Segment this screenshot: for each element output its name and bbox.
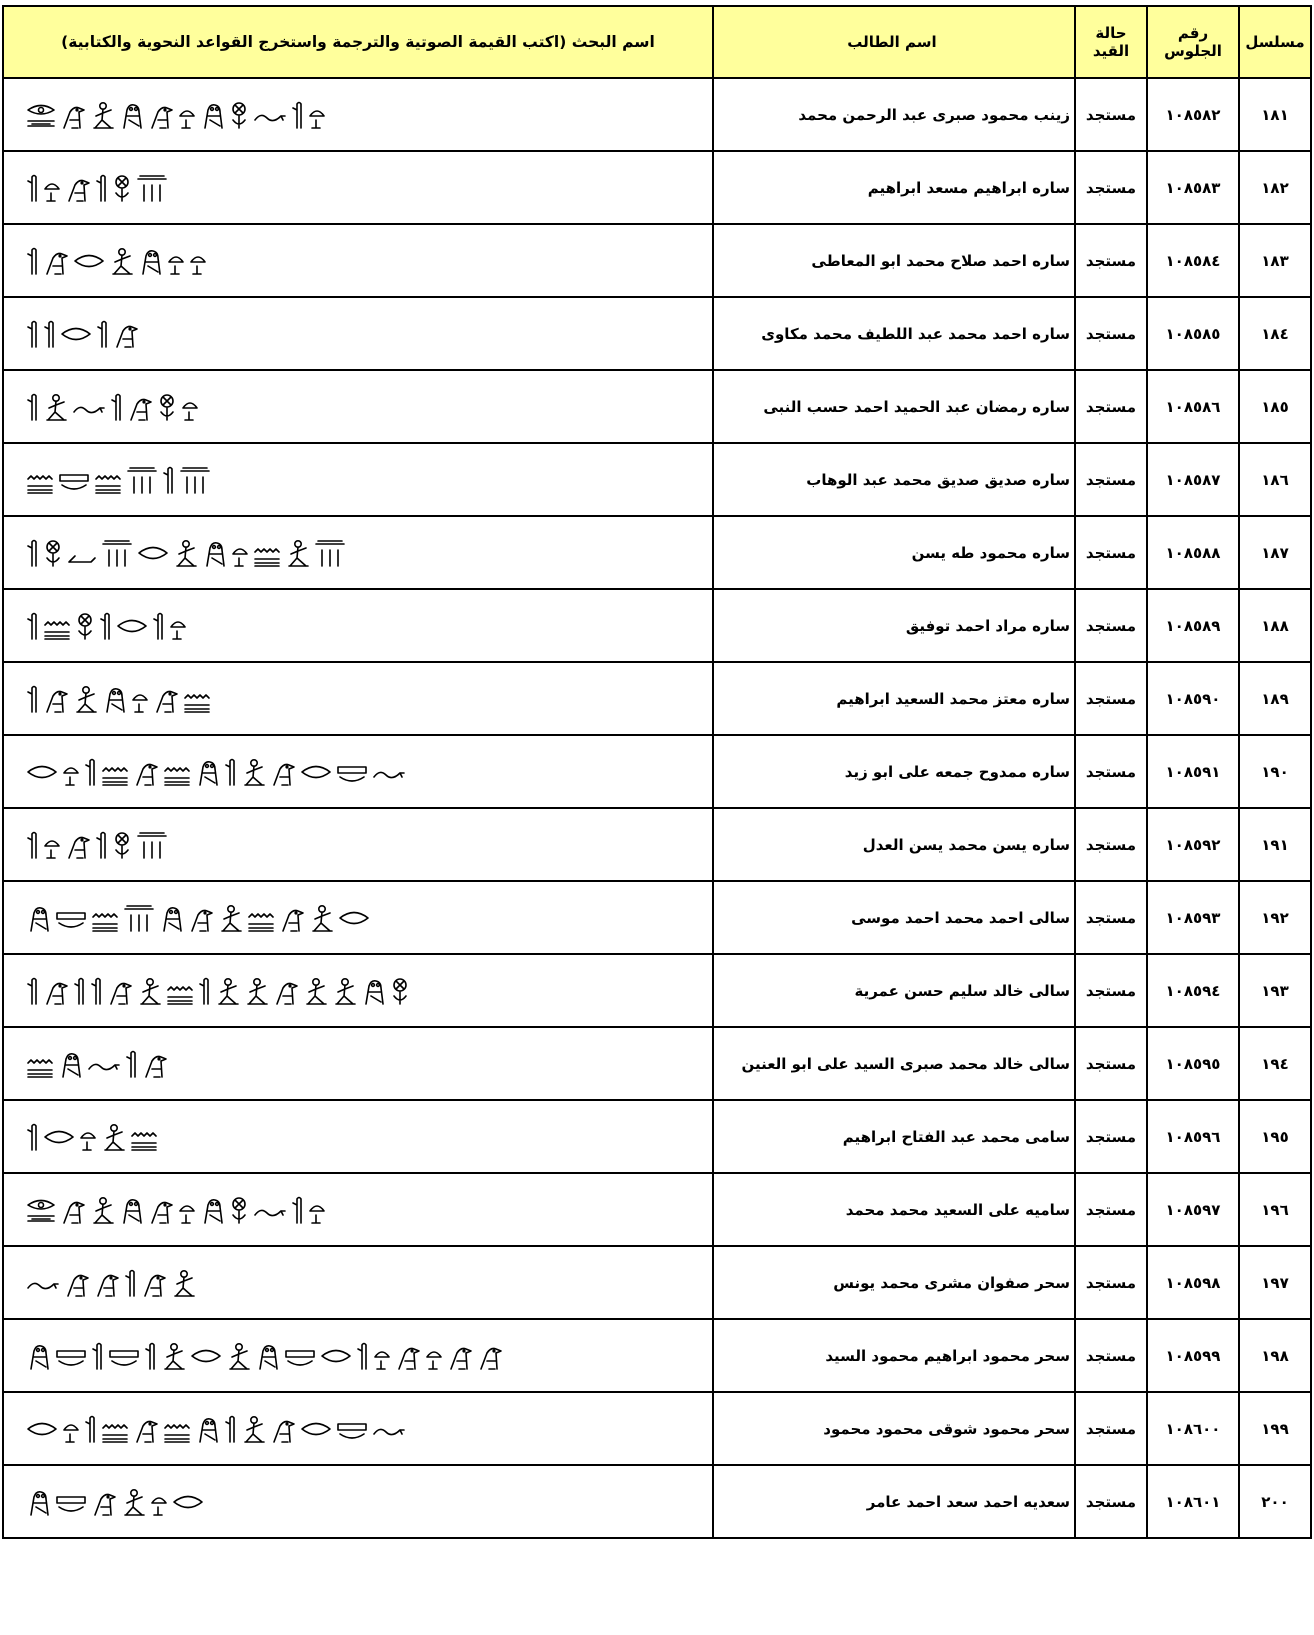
cell-seat-number: ١٠٨٥٩٧ — [1147, 1173, 1239, 1246]
header-seat-number: رقم الجلوس — [1147, 6, 1239, 78]
cell-status: مستجد — [1075, 1173, 1147, 1246]
cell-seat-number: ١٠٨٥٩٢ — [1147, 808, 1239, 881]
cell-seat-number: ١٠٨٥٨٥ — [1147, 297, 1239, 370]
hieroglyph-inscription-image — [26, 1120, 162, 1154]
cell-serial: ١٩٣ — [1239, 954, 1311, 1027]
cell-serial: ١٨٦ — [1239, 443, 1311, 516]
hieroglyph-inscription-image — [26, 1193, 330, 1227]
cell-seat-number: ١٠٨٥٨٨ — [1147, 516, 1239, 589]
cell-serial: ٢٠٠ — [1239, 1465, 1311, 1538]
cell-hieroglyph-inscription — [3, 954, 713, 1027]
hieroglyph-inscription-image — [26, 682, 215, 716]
cell-status: مستجد — [1075, 78, 1147, 151]
cell-hieroglyph-inscription — [3, 443, 713, 516]
cell-status: مستجد — [1075, 808, 1147, 881]
cell-student-name: ساره يسن محمد يسن العدل — [713, 808, 1075, 881]
cell-status: مستجد — [1075, 224, 1147, 297]
cell-student-name: سالى خالد محمد صبرى السيد على ابو العنين — [713, 1027, 1075, 1100]
cell-student-name: سحر صفوان مشرى محمد يونس — [713, 1246, 1075, 1319]
cell-status: مستجد — [1075, 1027, 1147, 1100]
header-student-name: اسم الطالب — [713, 6, 1075, 78]
cell-seat-number: ١٠٨٥٩٨ — [1147, 1246, 1239, 1319]
cell-seat-number: ١٠٨٥٨٦ — [1147, 370, 1239, 443]
cell-student-name: ساره ابراهيم مسعد ابراهيم — [713, 151, 1075, 224]
table-row — [3, 589, 1311, 662]
header-row — [3, 6, 1311, 78]
cell-serial: ١٩٦ — [1239, 1173, 1311, 1246]
table-row — [3, 808, 1311, 881]
cell-seat-number: ١٠٨٥٩٠ — [1147, 662, 1239, 735]
table-body — [3, 78, 1311, 1538]
cell-hieroglyph-inscription — [3, 224, 713, 297]
cell-seat-number: ١٠٨٥٩٤ — [1147, 954, 1239, 1027]
cell-status: مستجد — [1075, 1392, 1147, 1465]
cell-status: مستجد — [1075, 443, 1147, 516]
cell-status: مستجد — [1075, 881, 1147, 954]
cell-seat-number: ١٠٨٦٠١ — [1147, 1465, 1239, 1538]
cell-seat-number: ١٠٨٥٨٧ — [1147, 443, 1239, 516]
cell-status: مستجد — [1075, 662, 1147, 735]
cell-hieroglyph-inscription — [3, 1319, 713, 1392]
header-status: حالة القيد — [1075, 6, 1147, 78]
cell-student-name: سعديه احمد سعد احمد عامر — [713, 1465, 1075, 1538]
cell-serial: ١٨١ — [1239, 78, 1311, 151]
cell-serial: ١٨٨ — [1239, 589, 1311, 662]
cell-seat-number: ١٠٨٥٨٣ — [1147, 151, 1239, 224]
cell-hieroglyph-inscription — [3, 1465, 713, 1538]
cell-serial: ١٨٤ — [1239, 297, 1311, 370]
table-row — [3, 1246, 1311, 1319]
hieroglyph-inscription-image — [26, 1339, 507, 1373]
cell-serial: ١٩٧ — [1239, 1246, 1311, 1319]
students-research-table — [2, 5, 1312, 1539]
cell-student-name: سامى محمد عبد الفتاح ابراهيم — [713, 1100, 1075, 1173]
cell-status: مستجد — [1075, 735, 1147, 808]
cell-hieroglyph-inscription — [3, 808, 713, 881]
cell-student-name: سحر محمود شوقى محمود محمود — [713, 1392, 1075, 1465]
cell-status: مستجد — [1075, 954, 1147, 1027]
cell-hieroglyph-inscription — [3, 1100, 713, 1173]
cell-serial: ١٨٧ — [1239, 516, 1311, 589]
cell-status: مستجد — [1075, 516, 1147, 589]
cell-seat-number: ١٠٨٦٠٠ — [1147, 1392, 1239, 1465]
cell-status: مستجد — [1075, 151, 1147, 224]
cell-student-name: ساره معتز محمد السعيد ابراهيم — [713, 662, 1075, 735]
header-serial: مسلسل — [1239, 6, 1311, 78]
hieroglyph-inscription-image — [26, 244, 211, 278]
table-row — [3, 1027, 1311, 1100]
table-header — [3, 6, 1311, 78]
hieroglyph-inscription-image — [26, 1412, 410, 1446]
table-row — [3, 78, 1311, 151]
cell-status: مستجد — [1075, 370, 1147, 443]
cell-hieroglyph-inscription — [3, 1246, 713, 1319]
cell-hieroglyph-inscription — [3, 662, 713, 735]
cell-student-name: ساره احمد صلاح محمد ابو المعاطى — [713, 224, 1075, 297]
cell-seat-number: ١٠٨٥٩٦ — [1147, 1100, 1239, 1173]
header-research-title: اسم البحث (اكتب القيمة الصوتية والترجمة واستخرج القواعد النحوية والكتابية) — [3, 6, 713, 78]
cell-serial: ١٩٩ — [1239, 1392, 1311, 1465]
table-row — [3, 735, 1311, 808]
hieroglyph-inscription-image — [26, 901, 374, 935]
cell-hieroglyph-inscription — [3, 78, 713, 151]
hieroglyph-inscription-image — [26, 536, 350, 570]
cell-hieroglyph-inscription — [3, 1173, 713, 1246]
hieroglyph-inscription-image — [26, 755, 410, 789]
cell-hieroglyph-inscription — [3, 735, 713, 808]
cell-serial: ١٩٠ — [1239, 735, 1311, 808]
hieroglyph-inscription-image — [26, 98, 330, 132]
table-row — [3, 151, 1311, 224]
cell-student-name: سحر محمود ابراهيم محمود السيد — [713, 1319, 1075, 1392]
cell-serial: ١٩٢ — [1239, 881, 1311, 954]
cell-student-name: ساره محمود طه يسن — [713, 516, 1075, 589]
cell-student-name: سالى احمد محمد احمد موسى — [713, 881, 1075, 954]
cell-hieroglyph-inscription — [3, 151, 713, 224]
cell-status: مستجد — [1075, 1246, 1147, 1319]
hieroglyph-inscription-image — [26, 1047, 172, 1081]
cell-seat-number: ١٠٨٥٩٥ — [1147, 1027, 1239, 1100]
hieroglyph-inscription-image — [26, 1485, 208, 1519]
hieroglyph-inscription-image — [26, 609, 191, 643]
table-row — [3, 224, 1311, 297]
hieroglyph-inscription-image — [26, 974, 414, 1008]
cell-student-name: ساره ممدوح جمعه على ابو زيد — [713, 735, 1075, 808]
table-row — [3, 1465, 1311, 1538]
cell-student-name: ساميه على السعيد محمد محمد — [713, 1173, 1075, 1246]
cell-status: مستجد — [1075, 589, 1147, 662]
cell-status: مستجد — [1075, 1319, 1147, 1392]
table-row — [3, 662, 1311, 735]
table-row — [3, 1319, 1311, 1392]
cell-hieroglyph-inscription — [3, 589, 713, 662]
cell-hieroglyph-inscription — [3, 1027, 713, 1100]
cell-serial: ١٩١ — [1239, 808, 1311, 881]
cell-student-name: ساره احمد محمد عبد اللطيف محمد مكاوى — [713, 297, 1075, 370]
cell-status: مستجد — [1075, 1465, 1147, 1538]
cell-status: مستجد — [1075, 1100, 1147, 1173]
cell-student-name: سالى خالد سليم حسن عمرية — [713, 954, 1075, 1027]
cell-serial: ١٩٨ — [1239, 1319, 1311, 1392]
table-row — [3, 1173, 1311, 1246]
cell-student-name: ساره رمضان عبد الحميد احمد حسب النبى — [713, 370, 1075, 443]
cell-seat-number: ١٠٨٥٩١ — [1147, 735, 1239, 808]
cell-seat-number: ١٠٨٥٩٣ — [1147, 881, 1239, 954]
cell-serial: ١٨٩ — [1239, 662, 1311, 735]
cell-hieroglyph-inscription — [3, 297, 713, 370]
table-row — [3, 1100, 1311, 1173]
hieroglyph-inscription-image — [26, 390, 203, 424]
cell-seat-number: ١٠٨٥٨٢ — [1147, 78, 1239, 151]
cell-serial: ١٨٢ — [1239, 151, 1311, 224]
cell-serial: ١٨٣ — [1239, 224, 1311, 297]
hieroglyph-inscription-image — [26, 1266, 200, 1300]
hieroglyph-inscription-image — [26, 828, 172, 862]
cell-status: مستجد — [1075, 297, 1147, 370]
table-row — [3, 954, 1311, 1027]
hieroglyph-inscription-image — [26, 463, 215, 497]
cell-serial: ١٨٥ — [1239, 370, 1311, 443]
cell-hieroglyph-inscription — [3, 1392, 713, 1465]
cell-hieroglyph-inscription — [3, 370, 713, 443]
cell-student-name: ساره مراد احمد توفيق — [713, 589, 1075, 662]
cell-seat-number: ١٠٨٥٩٩ — [1147, 1319, 1239, 1392]
cell-seat-number: ١٠٨٥٨٩ — [1147, 589, 1239, 662]
table-row — [3, 881, 1311, 954]
table-row — [3, 516, 1311, 589]
cell-hieroglyph-inscription — [3, 516, 713, 589]
cell-seat-number: ١٠٨٥٨٤ — [1147, 224, 1239, 297]
table-row — [3, 443, 1311, 516]
cell-student-name: زينب محمود صبرى عبد الرحمن محمد — [713, 78, 1075, 151]
hieroglyph-inscription-image — [26, 317, 143, 351]
cell-serial: ١٩٥ — [1239, 1100, 1311, 1173]
table-row — [3, 1392, 1311, 1465]
table-row — [3, 370, 1311, 443]
hieroglyph-inscription-image — [26, 171, 172, 205]
table-row — [3, 297, 1311, 370]
cell-serial: ١٩٤ — [1239, 1027, 1311, 1100]
cell-student-name: ساره صديق صديق محمد عبد الوهاب — [713, 443, 1075, 516]
cell-hieroglyph-inscription — [3, 881, 713, 954]
